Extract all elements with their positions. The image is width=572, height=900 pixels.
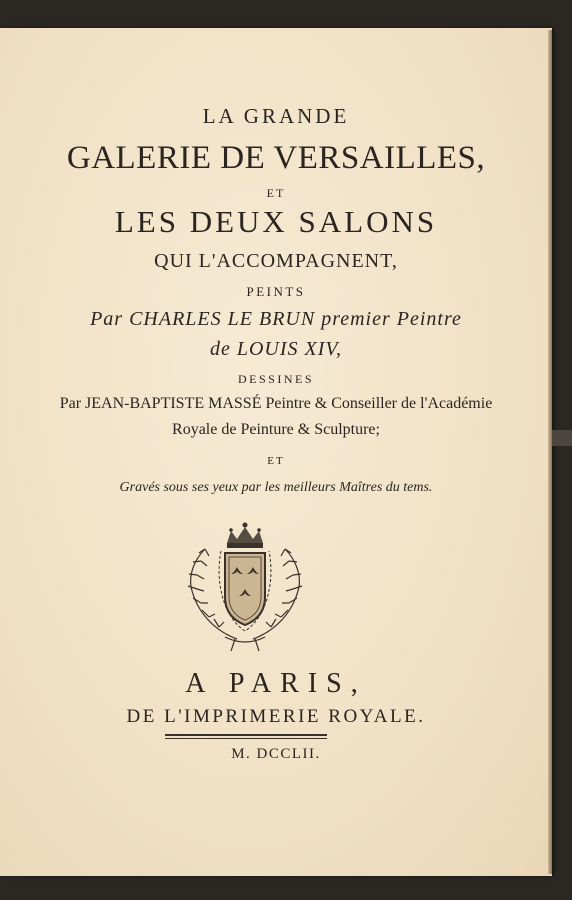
- imprint-rule-thick: [165, 734, 327, 736]
- title-page: [0, 28, 552, 876]
- title-line-academie: Royale de Peinture & Sculpture;: [172, 421, 380, 438]
- page-fore-edge: [548, 30, 552, 874]
- title-line-dessines: DESSINES: [237, 372, 314, 386]
- imprint-rule-thin: [165, 738, 327, 739]
- royal-coat-of-arms-icon: [175, 521, 315, 653]
- title-line-le-brun: Par CHARLES LE BRUN premier Peintre: [90, 308, 462, 330]
- imprint-year: M. DCCLII.: [231, 746, 321, 762]
- title-line-deux-salons: LES DEUX SALONS: [114, 204, 438, 239]
- title-line-et: ET: [266, 186, 286, 200]
- title-line-graves: Gravés sous ses yeux par les meilleurs Maîtres du tems.: [119, 480, 433, 495]
- imprint-city: A PARIS,: [185, 668, 367, 699]
- title-line-masse: Par JEAN-BAPTISTE MASSÉ Peintre & Conseiller de l'Académie: [59, 395, 493, 412]
- title-line-peints: PEINTS: [246, 284, 306, 299]
- page-tab: [552, 430, 572, 446]
- title-line-galerie: GALERIE DE VERSAILLES,: [66, 140, 486, 176]
- title-line-accompagnent: QUI L'ACCOMPAGNENT,: [154, 250, 398, 272]
- title-line-louis-xiv: de LOUIS XIV,: [209, 338, 343, 360]
- title-line-la-grande: LA GRANDE: [202, 104, 350, 128]
- imprint-printer: DE L'IMPRIMERIE ROYALE.: [126, 706, 426, 727]
- title-line-et-2: ET: [267, 455, 285, 467]
